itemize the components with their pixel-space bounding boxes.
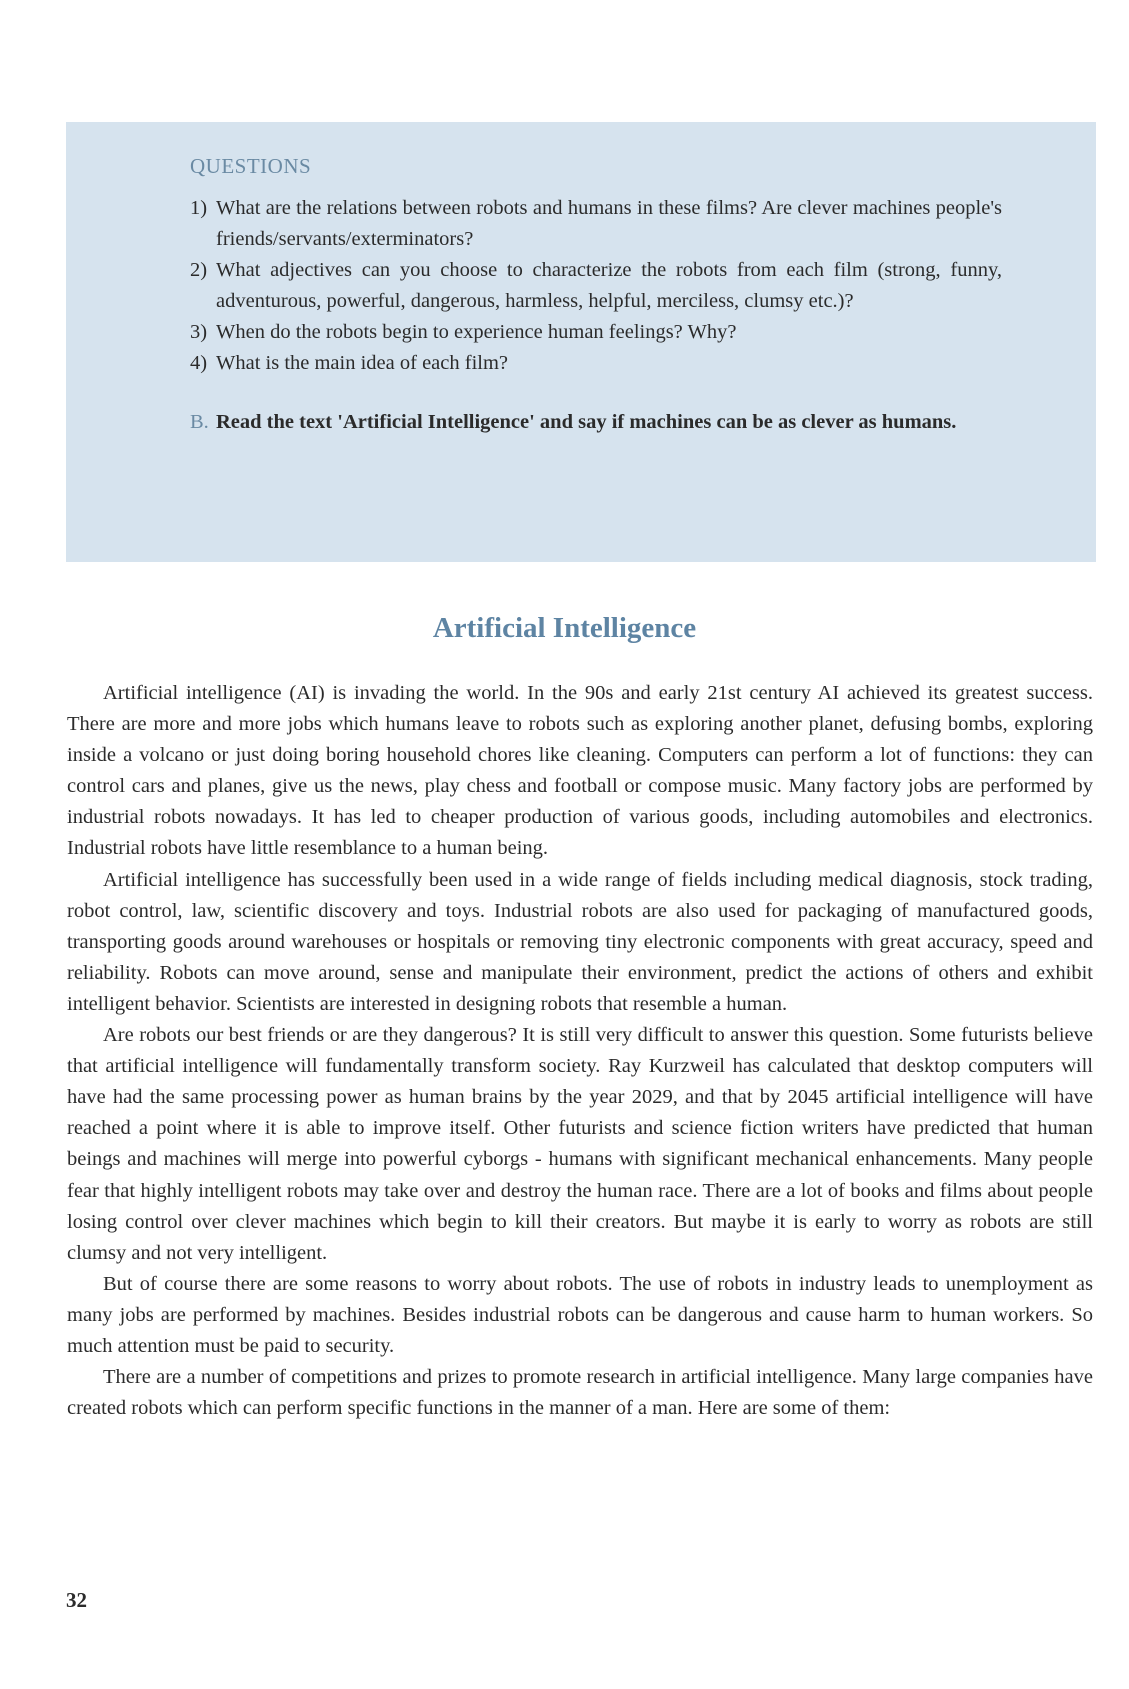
question-item bbox=[190, 348, 1002, 379]
question-number: 2) bbox=[190, 259, 208, 281]
question-item bbox=[190, 255, 1002, 317]
task-letter: B. bbox=[190, 411, 209, 433]
article-body bbox=[67, 678, 1093, 1424]
task-instruction bbox=[190, 407, 1002, 438]
article-paragraph: Are robots our best friends or are they dangerous? It is still very difficult to answer this question. Some futurists believe that artificial intelligence will fundamentally transform society. Ray Kurzweil has calculated that desktop computers will have had the same processing power as human brains by the year 2029, and that by 2045 artificial intelligence will have reached a point where it is able to improve itself. Other futurists and science fiction writers have predicted that human beings and machines will merge into powerful cyborgs - humans with significant mechanical enhancements. Many people fear that highly intelligent robots may take over and destroy the human race. There are a lot of books and films about people losing control over clever machines which begin to kill their creators. But maybe it is early to worry as robots are still clumsy and not very intelligent. bbox=[67, 1024, 1093, 1264]
article-title: Artificial Intelligence bbox=[432, 612, 697, 644]
question-number: 3) bbox=[190, 321, 208, 343]
task-text: Read the text 'Artificial Intelligence' and say if machines can be as clever as humans. bbox=[216, 411, 957, 433]
question-number: 4) bbox=[190, 352, 208, 374]
article-paragraph: Artificial intelligence (AI) is invading the world. In the 90s and early 21st century AI achieved its greatest success. There are more and more jobs which humans leave to robots such as exploring another planet, defusing bombs, exploring inside a volcano or just doing boring household chores like cleaning. Computers can perform a lot of functions: they can control cars and planes, give us the news, play chess and football or compose music. Many factory jobs are performed by industrial robots nowadays. It has led to cheaper production of various goods, including automobiles and electronics. Industrial robots have little resemblance to a human being. bbox=[67, 682, 1093, 860]
question-number: 1) bbox=[190, 197, 208, 219]
questions-list bbox=[190, 193, 1002, 379]
questions-heading: QUESTIONS bbox=[190, 154, 312, 178]
question-item bbox=[190, 193, 1002, 255]
question-text: When do the robots begin to experience human feelings? Why? bbox=[216, 321, 737, 343]
article-paragraph: But of course there are some reasons to worry about robots. The use of robots in industry leads to unemployment as many jobs are performed by machines. Besides industrial robots can be dangerous and cause harm to human workers. So much attention must be paid to security. bbox=[67, 1272, 1093, 1357]
questions-box bbox=[66, 122, 1096, 562]
page-number: 32 bbox=[66, 1588, 87, 1612]
question-item bbox=[190, 317, 1002, 348]
article-paragraph: There are a number of competitions and prizes to promote research in artificial intelligence. Many large companies have created robots which can perform specific functions in the manner of a man. Here are some of them: bbox=[67, 1366, 1093, 1420]
question-text: What is the main idea of each film? bbox=[216, 352, 509, 374]
article-paragraph: Artificial intelligence has successfully been used in a wide range of fields including medical diagnosis, stock trading, robot control, law, scientific discovery and toys. Industrial robots are also used for packaging of manufactured goods, transporting goods around warehouses or hospitals or removing tiny electronic components with great accuracy, speed and reliability. Robots can move around, sense and manipulate their environment, predict the actions of others and exhibit intelligent behavior. Scientists are interested in designing robots that resemble a human. bbox=[67, 868, 1093, 1015]
question-text: What are the relations between robots and humans in these films? Are clever machines people's friends/servants/exterminators? bbox=[216, 197, 1002, 250]
question-text: What adjectives can you choose to characterize the robots from each film (strong, funny, adventurous, powerful, dangerous, harmless, helpful, merciless, clumsy etc.)? bbox=[216, 259, 1002, 312]
